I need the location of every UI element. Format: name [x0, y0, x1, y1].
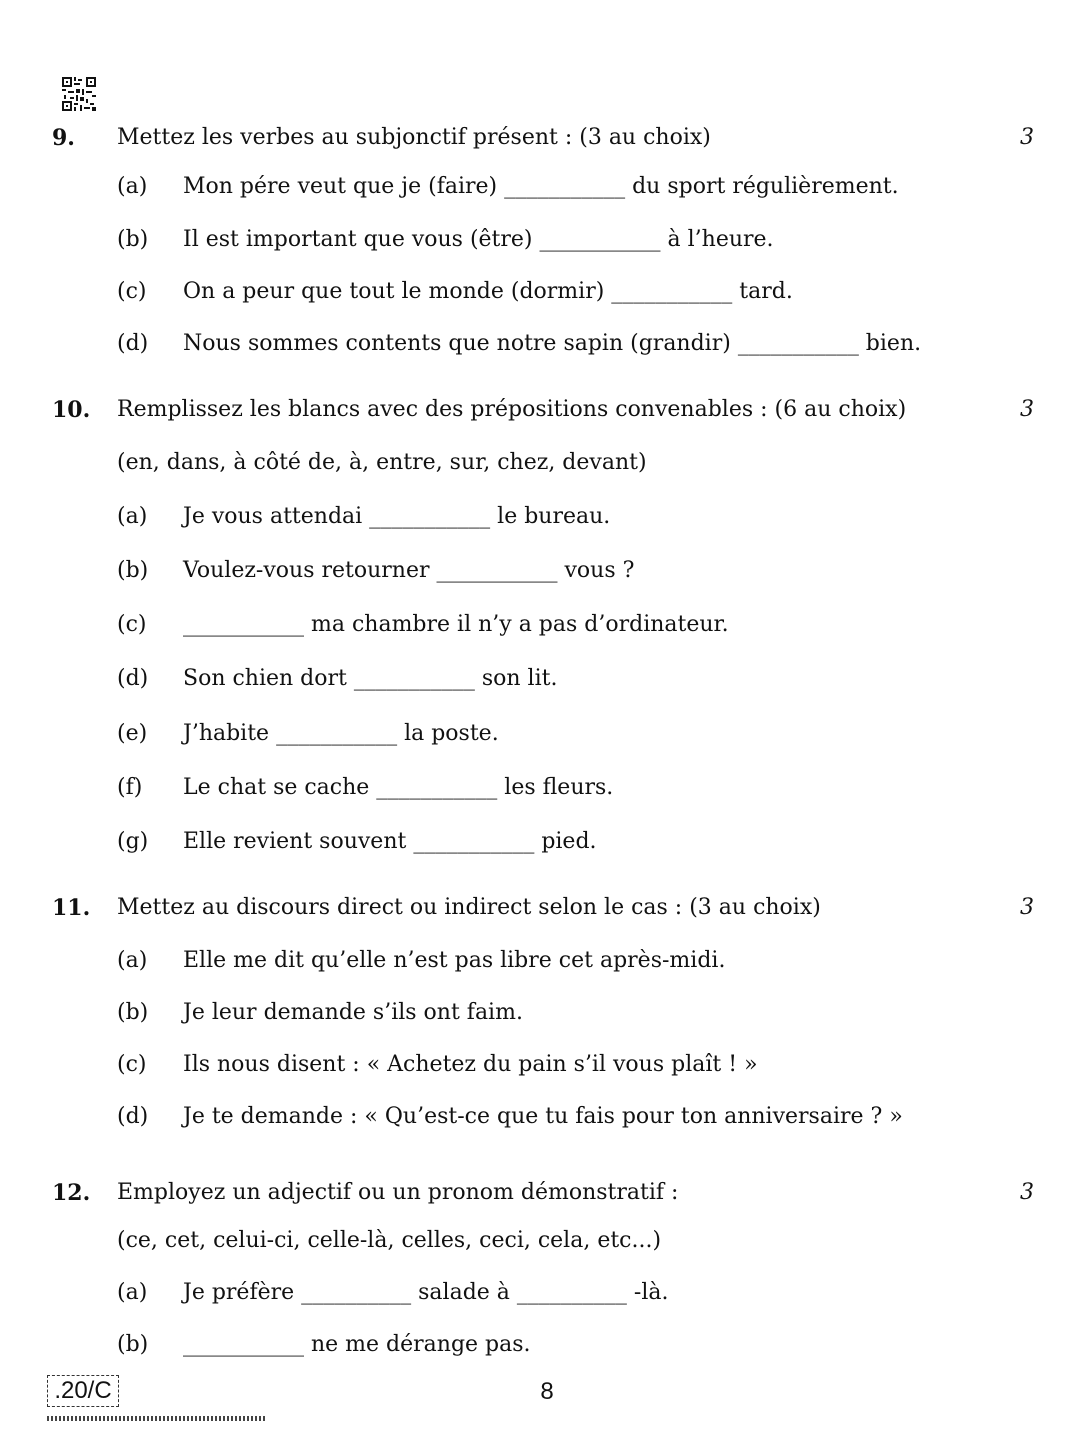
question-10-number: 10. [52, 397, 91, 423]
question-10-text: Remplissez les blancs avec des prépositions convenables : (6 au choix) [117, 397, 907, 422]
item-label: (d) [117, 666, 149, 691]
item-text: On a peur que tout le monde (dormir) ___________ tard. [183, 279, 793, 304]
question-12-marks: 3 [1020, 1180, 1034, 1205]
item-text: Je vous attendai ___________ le bureau. [183, 504, 611, 529]
item-text: ___________ ma chambre il n’y a pas d’ordinateur. [183, 612, 729, 637]
question-10-marks: 3 [1020, 397, 1034, 422]
question-11-number: 11. [52, 895, 91, 921]
item-text: Mon pére veut que je (faire) ___________ du sport régulièrement. [183, 174, 899, 199]
item-label: (b) [117, 1000, 149, 1025]
item-text: J’habite ___________ la poste. [183, 721, 499, 746]
item-label: (b) [117, 227, 149, 252]
item-text: Je préfère __________ salade à __________ -là. [183, 1280, 669, 1305]
item-text: Le chat se cache ___________ les fleurs. [183, 775, 614, 800]
question-9-marks: 3 [1020, 125, 1034, 150]
question-9-number: 9. [52, 125, 75, 151]
qr-code-icon [62, 77, 96, 111]
item-text: Ils nous disent : « Achetez du pain s’il vous plaît ! » [183, 1052, 758, 1077]
item-label: (b) [117, 1332, 149, 1357]
item-text: Nous sommes contents que notre sapin (grandir) ___________ bien. [183, 331, 922, 356]
paper-code: .20/C [47, 1375, 119, 1407]
item-text: Je leur demande s’ils ont faim. [183, 1000, 523, 1025]
item-label: (a) [117, 504, 148, 529]
item-label: (c) [117, 1052, 147, 1077]
item-label: (d) [117, 1104, 149, 1129]
item-text: Je te demande : « Qu’est-ce que tu fais pour ton anniversaire ? » [183, 1104, 903, 1129]
item-text: ___________ ne me dérange pas. [183, 1332, 531, 1357]
item-text: Il est important que vous (être) ___________ à l’heure. [183, 227, 774, 252]
question-10-hint: (en, dans, à côté de, à, entre, sur, chez, devant) [117, 450, 647, 475]
item-label: (a) [117, 174, 148, 199]
item-label: (a) [117, 948, 148, 973]
item-label: (e) [117, 721, 148, 746]
item-label: (d) [117, 331, 149, 356]
question-12-hint: (ce, cet, celui-ci, celle-là, celles, ceci, cela, etc...) [117, 1228, 662, 1253]
item-text: Elle me dit qu’elle n’est pas libre cet après-midi. [183, 948, 726, 973]
item-text: Voulez-vous retourner ___________ vous ? [183, 558, 635, 583]
question-9-text: Mettez les verbes au subjonctif présent : (3 au choix) [117, 125, 711, 150]
footer-barcode-strip [47, 1416, 265, 1421]
page-number: 8 [540, 1378, 554, 1405]
item-label: (c) [117, 279, 147, 304]
question-12-text: Employez un adjectif ou un pronom démonstratif : [117, 1180, 679, 1205]
item-label: (b) [117, 558, 149, 583]
question-11-text: Mettez au discours direct ou indirect selon le cas : (3 au choix) [117, 895, 821, 920]
item-text: Elle revient souvent ___________ pied. [183, 829, 597, 854]
item-label: (a) [117, 1280, 148, 1305]
question-12-number: 12. [52, 1180, 91, 1206]
item-text: Son chien dort ___________ son lit. [183, 666, 558, 691]
item-label: (f) [117, 775, 143, 800]
item-label: (g) [117, 829, 149, 854]
item-label: (c) [117, 612, 147, 637]
question-11-marks: 3 [1020, 895, 1034, 920]
